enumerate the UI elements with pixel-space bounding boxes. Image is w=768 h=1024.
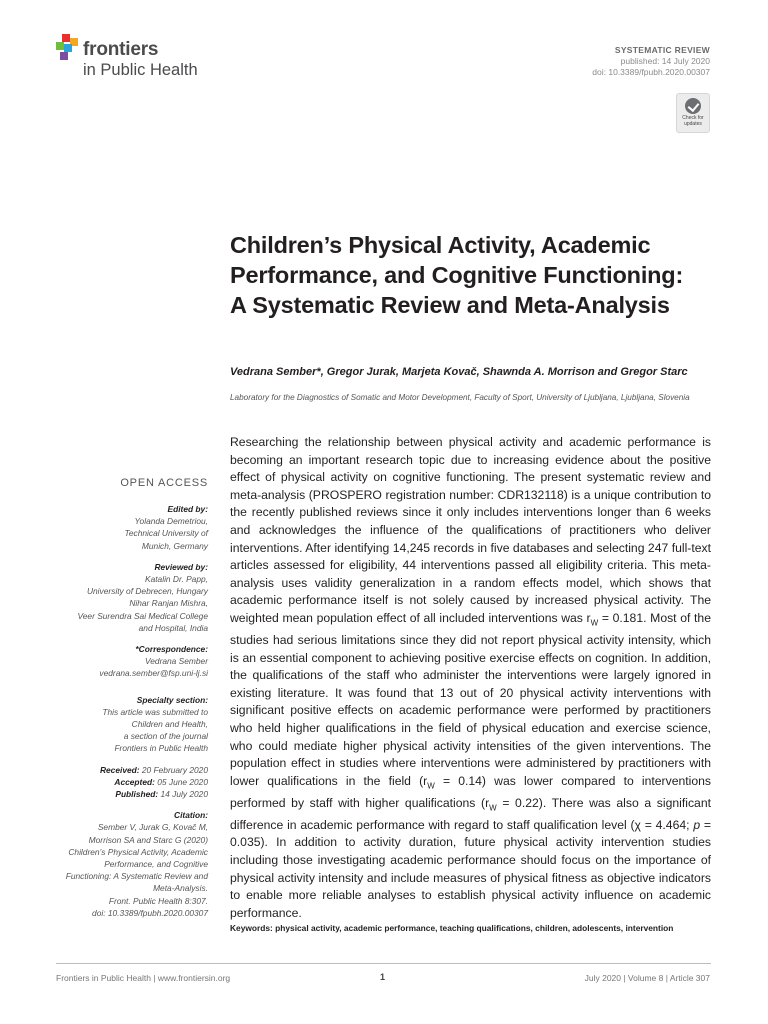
reviewer-affiliation: Veer Surendra Sai Medical College — [77, 610, 208, 621]
affiliation: Laboratory for the Diagnostics of Somatic and Motor Development, Faculty of Sport, University of Ljubljana, Ljubljana, Slovenia — [230, 393, 690, 402]
specialty-block — [40, 694, 208, 755]
abstract-text: Researching the relationship between physical activity and academic performance is becoming an important research topic due to increasing evidence about the positive effect of physical activity on cognitive functioning. The present systematic review and meta-analysis (PROSPERO registration number: CDR132118) is a unique contribution to the recently published reviews since it only includes interventions longer than 6 weeks and acknowledges the influence of the qualifications of practitioners who deliver interventions. After identifying 14,245 records in five databases and selecting 247 full-text articles assessed for eligibility, 44 interventions passed all eligibility criteria. This meta-analysis uses validity generalization in a random effects model, which shows that academic performance itself is not solely caused by increased physical activity. The weighted mean population effect of all included interventions was $r_W = 0.181$. Most of the studies had serious limitations since they did not report physical activity intensity, which is an essential component to achieving positive exercise effects on cognition. In addition, the qualifications of the staff who administer the interventions were largely ignored in existing literature. It was found that 13 out of 20 physical activity interventions with significant positive effects on academic performance were performed by practitioners who held higher qualifications in the field of physical education and exercise science, who could mediate higher physical activity intensities of the given interventions. The population effect in studies where interventions were administered by practitioners with lower qualifications in the field $(r_W = 0.14)$ was lower compared to interventions performed by staff with higher qualifications $(r_W = 0.22)$. There was also a significant difference in academic performance with regard to staff qualification level (χ = 4.464; p = 0.035). In addition to activity duration, future physical activity intervention studies including those investigating academic performance should focus on the importance of physical activity intensity and include measures of physical fitness as objective indicators to enable more reliable analyses to establish physical activity influence on academic performance. — [230, 435, 711, 920]
author-list: Vedrana Sember*, Gregor Jurak, Marjeta Kovač, Shawnda A. Morrison and Gregor Starc — [230, 366, 688, 378]
specialty-text: a section of the journal — [123, 731, 208, 742]
editor-affiliation: Technical University of — [124, 528, 208, 539]
check-updates-icon — [685, 98, 701, 114]
specialty-text: Children and Health, — [131, 719, 208, 730]
specialty-text: Frontiers in Public Health — [114, 743, 208, 754]
reviewer-affiliation: University of Debrecen, Hungary — [86, 586, 208, 597]
accepted-date: Accepted: 05 June 2020 — [114, 776, 208, 787]
correspondence-label: *Correspondence: — [135, 644, 208, 655]
article-sidebar — [40, 503, 208, 928]
citation-text: Front. Public Health 8:307. — [108, 895, 208, 906]
citation-text: Children’s Physical Activity, Academic — [68, 846, 208, 857]
logo-journal-name: in Public Health — [83, 61, 198, 79]
reviewer-name: Nihar Ranjan Mishra, — [129, 598, 208, 609]
reviewed-by-block — [40, 561, 208, 634]
frontiers-logo-icon — [56, 34, 80, 64]
logo-wordmark: frontiers — [83, 39, 159, 60]
article-header-meta — [592, 45, 710, 78]
citation-block — [40, 809, 208, 919]
footer-issue-info: July 2020 | Volume 8 | Article 307 — [584, 973, 710, 983]
dates-block — [40, 764, 208, 801]
correspondence-block — [40, 643, 208, 680]
reviewer-name: Katalin Dr. Papp, — [144, 574, 208, 585]
citation-text: Morrison SA and Starc G (2020) — [88, 834, 208, 845]
reviewed-by-label: Reviewed by: — [154, 561, 208, 572]
citation-label: Citation: — [174, 810, 208, 821]
footer-divider — [56, 963, 711, 964]
editor-name: Yolanda Demetriou, — [134, 516, 208, 527]
footer-journal-link[interactable]: Frontiers in Public Health | www.frontiersin.org — [56, 973, 231, 983]
reviewer-affiliation: and Hospital, India — [138, 622, 208, 633]
specialty-label: Specialty section: — [136, 694, 208, 705]
published-date: published: 14 July 2020 — [620, 56, 710, 66]
page-number: 1 — [380, 972, 386, 982]
editor-affiliation: Munich, Germany — [141, 540, 208, 551]
check-for-updates-button[interactable] — [676, 93, 710, 133]
published-date-sidebar: Published: 14 July 2020 — [115, 789, 208, 800]
citation-doi[interactable]: doi: 10.3389/fpubh.2020.00307 — [92, 907, 208, 918]
open-access-label: OPEN ACCESS — [120, 477, 208, 489]
correspondent-email-link[interactable]: vedrana.sember@fsp.uni-lj.si — [99, 668, 208, 679]
correspondent-name: Vedrana Sember — [144, 656, 208, 667]
check-updates-label: Check for updates — [682, 115, 704, 127]
citation-text: Performance, and Cognitive — [104, 859, 208, 870]
citation-text: Functioning: A Systematic Review and — [65, 871, 208, 882]
header-doi[interactable]: doi: 10.3389/fpubh.2020.00307 — [592, 67, 710, 77]
citation-text: Meta-Analysis. — [153, 883, 208, 894]
edited-by-block — [40, 503, 208, 552]
specialty-text: This article was submitted to — [102, 706, 208, 717]
received-date: Received: 20 February 2020 — [99, 764, 208, 775]
journal-logo[interactable] — [56, 34, 226, 84]
edited-by-label: Edited by: — [167, 504, 208, 514]
article-title: Children’s Physical Activity, Academic Performance, and Cognitive Functioning: A Systematic Review and Meta-Analysis — [230, 232, 684, 318]
keywords: Keywords: physical activity, academic performance, teaching qualifications, children, adolescents, intervention — [230, 923, 674, 933]
article-type: SYSTEMATIC REVIEW — [614, 45, 710, 55]
citation-text: Sember V, Jurak G, Kovač M, — [97, 822, 208, 833]
